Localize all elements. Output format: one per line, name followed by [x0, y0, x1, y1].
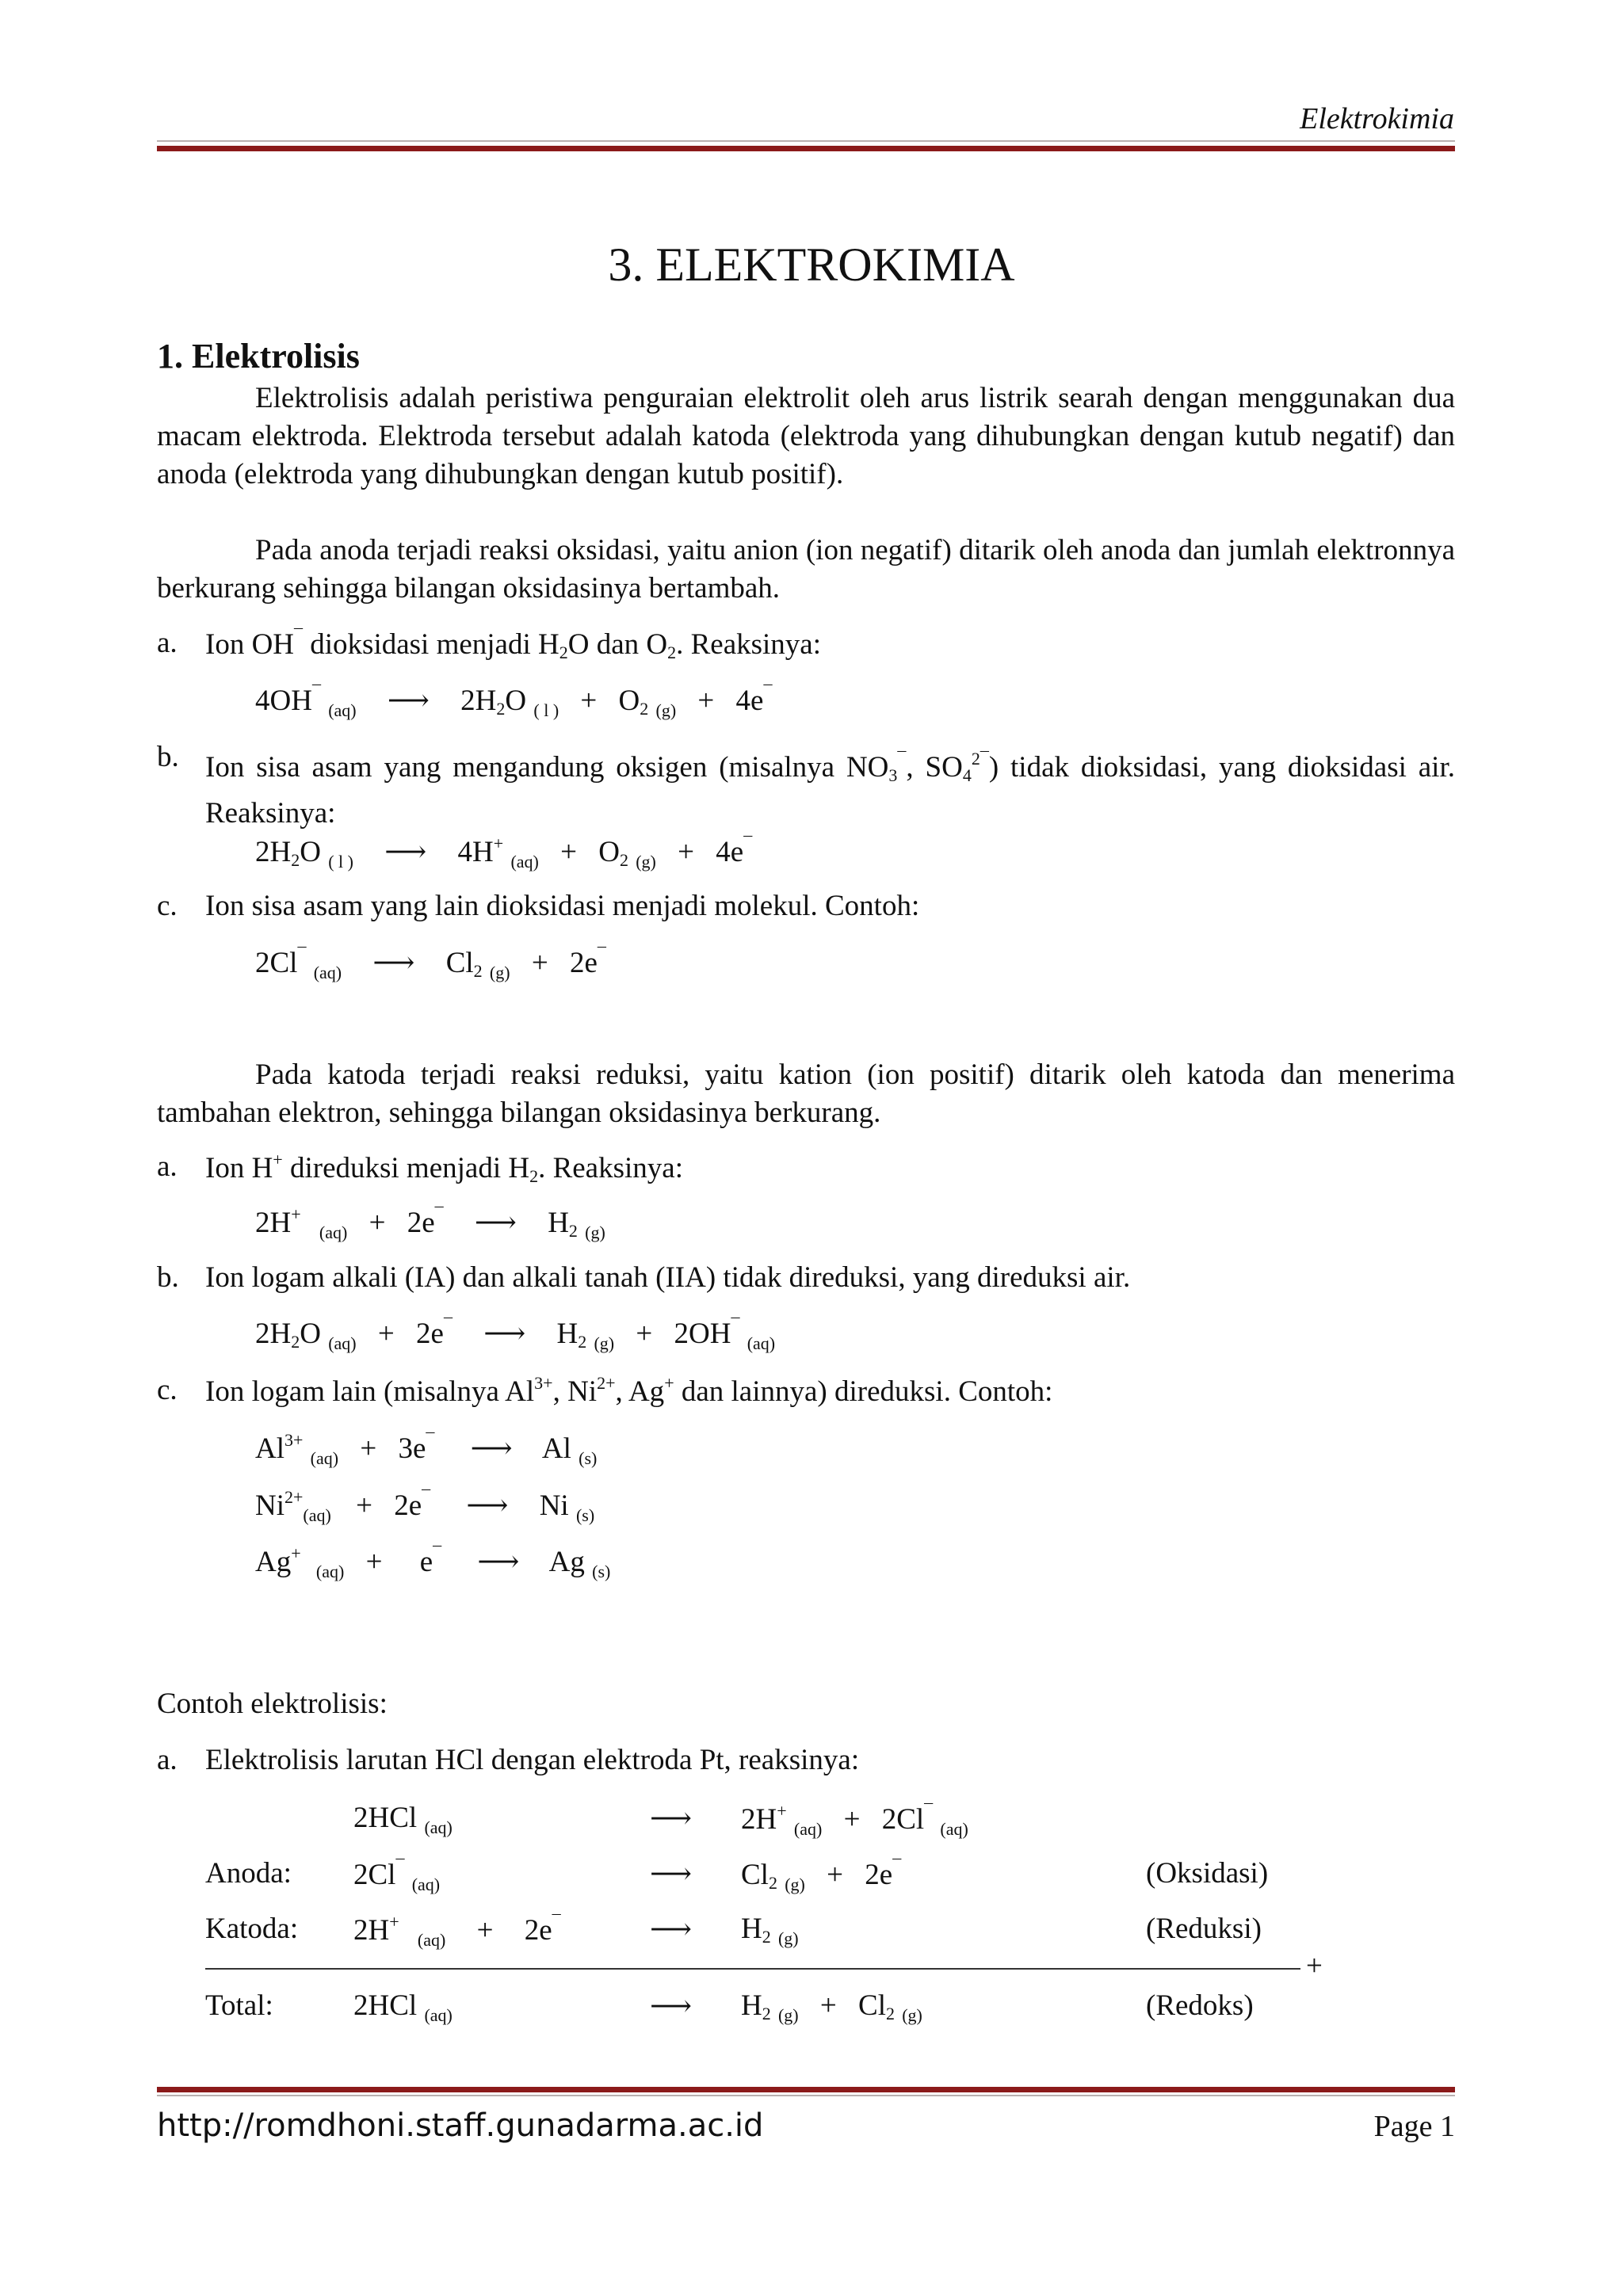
anode-paragraph: Pada anoda terjadi reaksi oksidasi, yaitu anion (ion negatif) ditarik oleh anoda dan jumlah elektronnya berkurang sehingga bilangan oksidasinya bertambah. [157, 534, 1455, 605]
cathode-equation-c1: $Al^{3+}$ $_{(aq)}$ + 3e¯ ⟶ Al $_{(s)}$ [255, 1430, 598, 1468]
cathode-equation-c3: Ag+ $_{(aq)}$ + e¯ ⟶ Ag $_{(s)}$ [255, 1543, 611, 1581]
footer-rule-thick [157, 2087, 1455, 2092]
sum-plus-sign: + [1306, 1950, 1323, 1982]
example-row-anode: Anoda: 2Cl¯ $_{(aq)}$ ⟶ $Cl_2$ $_{(g)}$ + 2e¯ (Oksidasi) [205, 1856, 1269, 1894]
reduksi-label: (Reduksi) [1146, 1913, 1262, 1945]
anode-item-a-text: Ion OH¯ dioksidasi menjadi $H_2O$ dan $O_2$. Reaksinya: [205, 626, 822, 662]
total-label: Total: [205, 1989, 273, 2022]
cathode-paragraph: Pada katoda terjadi reaksi reduksi, yaitu kation (ion positif) ditarik oleh katoda dan menerima tambahan elektron, sehingga bilangan oksidasinya berkurang. [157, 1058, 1455, 1129]
example-row-cathode: Katoda: 2H+ $_{(aq)}$ + 2e¯ ⟶ $H_2$ $_{(g)}$ (Reduksi) [205, 1912, 1262, 1950]
anode-equation-a: 4OH¯ $_{(aq)}$ ⟶ $2H_2O$ $_{( l )} + O_2$ $_{(g)}$ + 4e¯ [255, 682, 773, 720]
cathode-item-a-label: a. [157, 1150, 178, 1183]
examples-heading: Contoh elektrolisis: [157, 1688, 388, 1720]
footer-rule-thin [157, 2095, 1455, 2096]
cathode-item-b-label: b. [157, 1261, 179, 1294]
oksidasi-label: (Oksidasi) [1146, 1857, 1269, 1890]
header-rule-thick [157, 146, 1455, 151]
header-rule-thin [157, 140, 1455, 142]
anode-equation-c: 2Cl¯ $_{(aq)}$ ⟶ $Cl_2$ $_{(g)}$ + 2e¯ [255, 944, 606, 982]
footer-url: http://romdhoni.staff.gunadarma.ac.id [157, 2107, 764, 2144]
cathode-item-b-text: Ion logam alkali (IA) dan alkali tanah (IIA) tidak direduksi, yang direduksi air. [205, 1261, 1131, 1294]
example-a-label: a. [157, 1744, 178, 1776]
document-title: 3. ELEKTROKIMIA [608, 238, 1015, 291]
katoda-label: Katoda: [205, 1913, 299, 1945]
anode-item-c-text: Ion sisa asam yang lain dioksidasi menjadi molekul. Contoh: [205, 890, 920, 922]
cathode-item-a-text: Ion H+ direduksi menjadi $H_2$. Reaksinya: [205, 1150, 683, 1186]
header-title: Elektrokimia [1300, 102, 1454, 135]
anode-item-b-label: b. [157, 741, 179, 773]
cathode-item-c-label: c. [157, 1374, 178, 1406]
cathode-equation-a: 2H+ $_{(aq)}$ + 2e¯ ⟶ $H_2$ $_{(g)}$ [255, 1204, 605, 1242]
page-number: Page 1 [1373, 2110, 1455, 2143]
example-row-dissociation: 2HCl $_{(aq)}$ ⟶ 2H+ $_{(aq)}$ + 2Cl¯ $_{(aq)}$ [353, 1801, 968, 1839]
example-row-total: Total: 2HCl $_{(aq)}$ ⟶ $H_2$ $_{(g)} + Cl_2$ $_{(g)}$ (Redoks) [205, 1989, 1254, 2025]
cathode-equation-b: $2H_2O$ $_{(aq)}$ + 2e¯ ⟶ $H_2$ $_{(g)}$ + 2OH¯ $_{(aq)}$ [255, 1315, 776, 1353]
sum-line [205, 1968, 1300, 1970]
redoks-label: (Redoks) [1146, 1989, 1254, 2022]
cathode-item-c-text: Ion logam lain (misalnya $Al^{3+}$, $Ni^{2+}$, Ag+ dan lainnya) direduksi. Contoh: [205, 1373, 1053, 1408]
anode-item-c-label: c. [157, 890, 178, 922]
section-heading: 1. Elektrolisis [157, 337, 360, 376]
anode-item-b-text: Ion sisa asam yang mengandung oksigen (misalnya $NO_3^¯$, $SO_4^{2¯}$) tidak dioksidasi, yang dioksidasi air. Reaksinya: [205, 749, 1455, 830]
anoda-label: Anoda: [205, 1857, 292, 1890]
cathode-equation-c2: $Ni^{2+}_{(aq)} + 2e^¯$ ⟶ Ni $_{(s)}$ [255, 1487, 595, 1525]
anode-equation-b: $2H_2O$ $_{( l )}$ ⟶ 4H+ $_{(aq)} + O_2$ $_{(g)}$ + 4e¯ [255, 833, 753, 871]
anode-item-a-label: a. [157, 627, 178, 659]
intro-paragraph: Elektrolisis adalah peristiwa penguraian elektrolit oleh arus listrik searah dengan menggunakan dua macam elektroda. Elektroda tersebut adalah katoda (elektroda yang dihubungkan dengan kutub negatif) dan anoda (elektroda yang dihubungkan dengan kutub positif). [157, 382, 1455, 490]
example-a-text: Elektrolisis larutan HCl dengan elektroda Pt, reaksinya: [205, 1744, 860, 1776]
